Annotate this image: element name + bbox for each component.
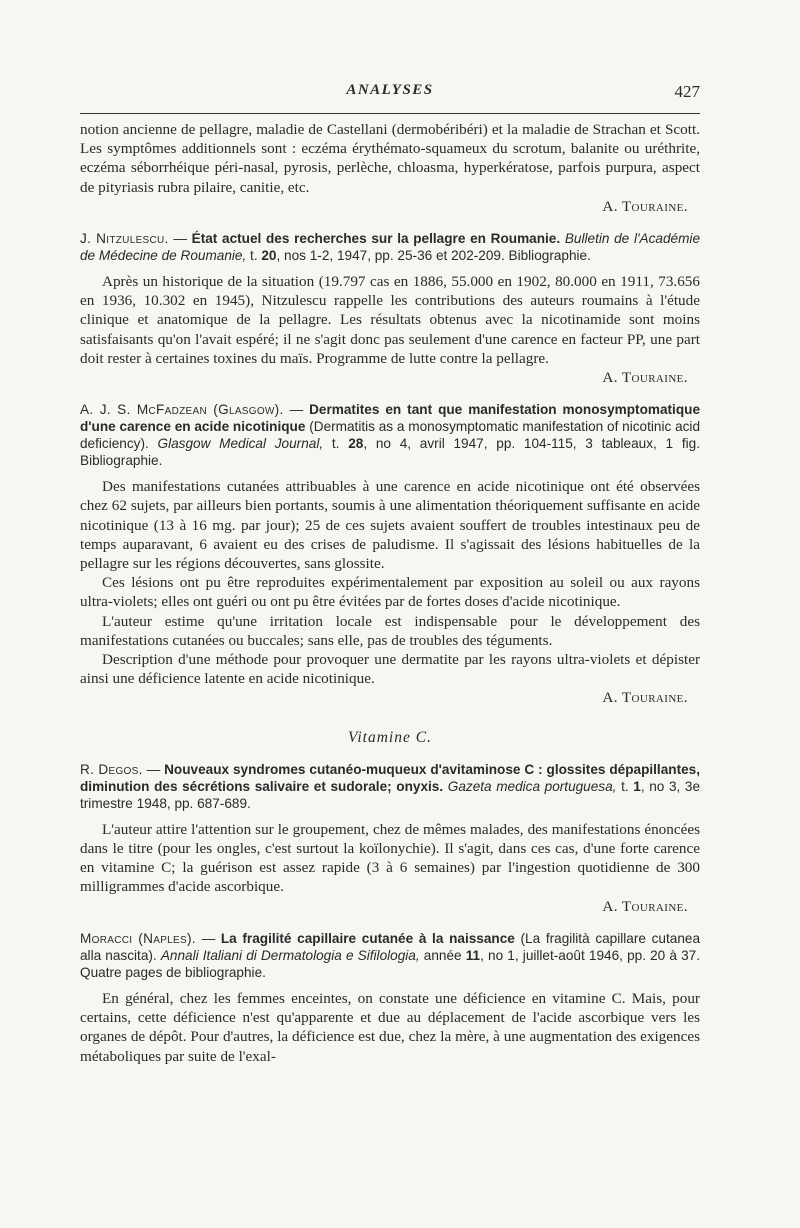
reference-translation: (La fragilità capillare cutanea alla nascita). (80, 930, 700, 963)
review-entry-mcfadzean (80, 401, 700, 707)
reference-journal: Glasgow Medical Journal, (157, 436, 324, 452)
reference-author: A. J. S. McFadzean (Glasgow). (80, 402, 284, 418)
reference-details: , no 1, juillet-août 1946, pp. 20 à 37. Quatre pages de bibliographie. (80, 947, 700, 980)
reference-journal: Annali Italiani di Dermatologia e Sifilologia, (160, 947, 420, 963)
reference-author: Moracci (Naples). (80, 930, 196, 946)
reference-journal: Bulletin de l'Académie de Médecine de Roumanie, (80, 231, 701, 264)
reference (80, 761, 700, 812)
reference-volume: 11 (465, 947, 481, 963)
review-paragraph: Après un historique de la situation (19.797 cas en 1886, 55.000 en 1902, 80.000 en 1911, 73.656 en 1936, 10.302 en 1945), Nitzulescu rappelle les contributions des auteurs roumains à l'étude clinique et anatomique de la pellagre. Les résultats obtenus avec la nicotinamide sont moins satisfaisants qu'on l'avait espéré; il ne s'agit donc pas seulement d'une carence en facteur PP, une part doit rester à certaines toxines du maïs. Programme de lutte contre la pellagre. (80, 273, 700, 367)
reference-title: Nouveaux syndromes cutanéo-muqueux d'avitaminose C : glossites dépapillantes, diminution des sécrétions salivaire et sudorale; onyxis. (80, 761, 700, 794)
reference-author: J. Nitzulescu. (80, 231, 169, 247)
reference (80, 930, 700, 981)
running-title: ANALYSES (346, 82, 434, 98)
running-head (80, 82, 700, 106)
header-rule (80, 113, 700, 114)
reference-details: , no 3, 3e trimestre 1948, pp. 687-689. (80, 778, 701, 811)
review-paragraph: Ces lésions ont pu être reproduites expérimentalement par exposition au soleil ou aux rayons ultra-violets; elles ont guéri ou ont pu être évitées par de fortes doses d'acide nicotinique. (80, 574, 700, 611)
reference-volume: 20 (261, 248, 277, 264)
reference-dash: — (142, 761, 165, 777)
reference-volume: 28 (348, 436, 364, 452)
page-body (80, 120, 700, 1066)
reference-title: Dermatites en tant que manifestation monosymptomatique d'une carence en acide nicotinique (80, 402, 701, 435)
reference-details: , no 4, avril 1947, pp. 104-115, 3 tableaux, 1 fig. Bibliographie. (80, 436, 700, 469)
page-number: 427 (674, 82, 700, 101)
intro-block (80, 120, 700, 216)
reference-journal: Gazeta medica portuguesa, (443, 778, 617, 794)
reference-volume-prefix: année (419, 947, 466, 963)
reference-volume-prefix: t. (616, 778, 634, 794)
review-paragraph: Description d'une méthode pour provoquer une dermatite par les rayons ultra-violets et dépister ainsi une déficience latente en acide nicotinique. (80, 651, 700, 688)
intro-signature: A. Touraine. (602, 197, 688, 215)
review-entry-nitzulescu (80, 230, 700, 387)
review-signature: A. Touraine. (602, 689, 688, 707)
review-signature: A. Touraine. (602, 897, 688, 915)
review-paragraph: Des manifestations cutanées attribuables à une carence en acide nicotinique ont été observées chez 62 sujets, par ailleurs bien portants, soumis à une alimentation théoriquement suffisante en acide nicotinique (13 à 16 mg. par jour); 25 de ces sujets avaient souffert de troubles intestinaux peu de temps auparavant, 6 avaient eu des crises de paludisme. Il s'agissait des lésions habituelles de la pellagre sur les régions découvertes, sans glossite. (80, 478, 700, 573)
reference-volume-prefix: t. (246, 248, 262, 264)
reference-details: , nos 1-2, 1947, pp. 25-36 et 202-209. Bibliographie. (276, 248, 591, 264)
section-heading: Vitamine C. (348, 728, 432, 746)
review-signature: A. Touraine. (602, 369, 688, 387)
reference-volume: 1 (633, 778, 641, 794)
reference-dash: — (195, 930, 221, 946)
review-entry-degos (80, 761, 700, 916)
reference-dash: — (168, 231, 192, 247)
reference (80, 230, 700, 264)
reference-translation: (Dermatitis as a monosymptomatic manifestation of nicotinic acid deficiency). (80, 419, 701, 452)
reference-title: La fragilité capillaire cutanée à la naissance (220, 930, 515, 946)
reference (80, 401, 700, 469)
reference-dash: — (283, 402, 310, 418)
reference-volume-prefix: t. (323, 436, 349, 452)
review-paragraph: En général, chez les femmes enceintes, on constate une déficience en vitamine C. Mais, pour certains, cette déficience n'est qu'apparente et due au déplacement de l'acide ascorbique vers les organes de dépôt. Pour d'autres, la déficience est due, chez la mère, à une augmentation des exigences métaboliques par suite de l'exal- (80, 989, 700, 1065)
reference-author: R. Degos. (80, 761, 143, 777)
review-paragraph: L'auteur estime qu'une irritation locale est indispensable pour le développement des manifestations cutanées ou buccales; sans elle, pas de troubles des téguments. (80, 612, 700, 649)
reference-title: État actuel des recherches sur la pellagre en Roumanie. (191, 231, 561, 247)
review-paragraph: L'auteur attire l'attention sur le groupement, chez de mêmes malades, des manifestations énoncées dans le titre (pour les ongles, c'est surtout la koïlonychie). Il s'agit, dans ces cas, d'une forte carence en vitamine C; la guérison est assez rapide (3 à 6 semaines) par l'ingestion quotidienne de 300 milligrammes d'acide ascorbique. (80, 820, 700, 896)
review-entry-moracci (80, 930, 700, 1066)
intro-paragraph: notion ancienne de pellagre, maladie de Castellani (dermobéribéri) et la maladie de Strachan et Scott. Les symptômes additionnels sont : eczéma érythémato-squameux du scrotum, balanite ou uréthrite, eczéma séborrhéique péri-nasal, pyrosis, perlèche, chloasma, hyperkératose, parfois purpura, aspect de pityriasis rubra pilaire, canitie, etc. (80, 121, 700, 196)
